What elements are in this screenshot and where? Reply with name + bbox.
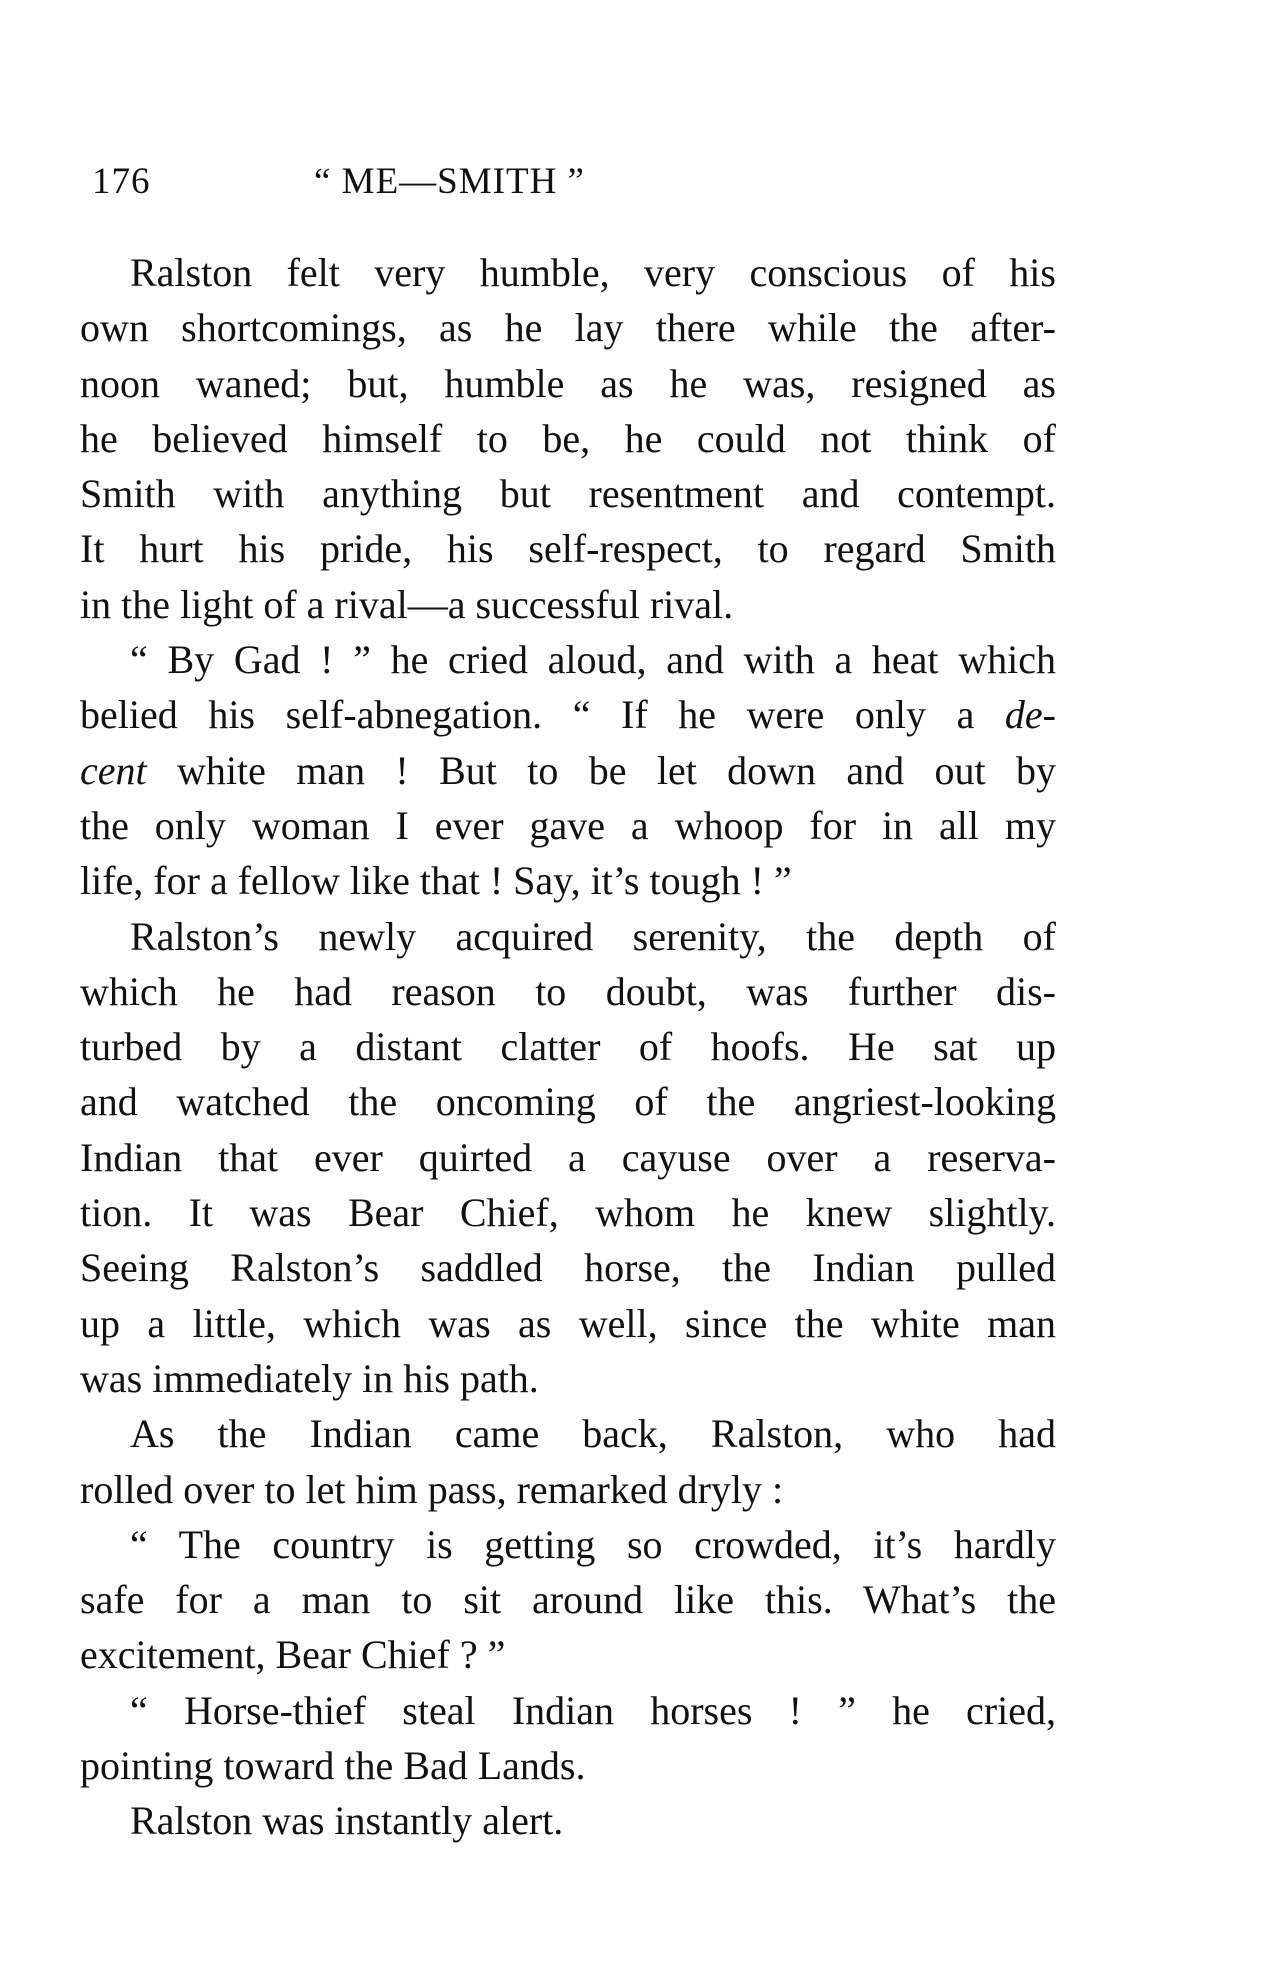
text-line — [80, 687, 1056, 742]
text-line: Ralston felt very humble, very conscious of his — [130, 250, 1056, 295]
text-line: the only woman I ever gave a whoop for in all my — [80, 802, 1056, 848]
text-segment: belied his self-abnegation. “ If he were only a — [80, 692, 1005, 738]
body-text — [80, 245, 1056, 1849]
text-line: noon waned; but, humble as he was, resigned as — [80, 360, 1056, 406]
text-line: “ The country is getting so crowded, it’s hardly — [130, 1521, 1056, 1567]
text-line: and watched the oncoming of the angriest-looking — [80, 1079, 1056, 1125]
text-line: tion. It was Bear Chief, whom he knew slightly. — [80, 1190, 1056, 1236]
italic-word: cent — [80, 747, 147, 793]
italic-word: de- — [1004, 692, 1056, 738]
running-title: “ ME—SMITH ” — [314, 161, 585, 202]
text-segment: white man ! But to be let down and out by — [146, 747, 1056, 793]
text-line: Ralston’s newly acquired serenity, the depth of — [130, 913, 1056, 959]
page-number: 176 — [92, 161, 151, 202]
text-line: in the light of a rival—a successful rival. — [80, 581, 734, 627]
running-head — [92, 158, 1072, 206]
text-line: Smith with anything but resentment and contempt. — [80, 471, 1056, 517]
text-line: own shortcomings, as he lay there while the after- — [80, 305, 1056, 351]
text-line: which he had reason to doubt, was further dis- — [80, 968, 1056, 1014]
text-line: “ By Gad ! ” he cried aloud, and with a heat which — [130, 637, 1056, 683]
text-line: Indian that ever quirted a cayuse over a reserva- — [80, 1134, 1056, 1180]
text-line: As the Indian came back, Ralston, who had — [130, 1411, 1056, 1457]
text-line: he believed himself to be, he could not think of — [80, 415, 1056, 461]
text-line — [80, 743, 1056, 798]
text-line: rolled over to let him pass, remarked dryly : — [80, 1466, 784, 1512]
text-line: Ralston was instantly alert. — [130, 1798, 564, 1844]
text-line: was immediately in his path. — [80, 1355, 539, 1401]
text-line: “ Horse-thief steal Indian horses ! ” he cried, — [130, 1687, 1056, 1733]
text-line: excitement, Bear Chief ? ” — [80, 1632, 506, 1678]
text-line: Seeing Ralston’s saddled horse, the Indian pulled — [80, 1245, 1056, 1291]
text-line: pointing toward the Bad Lands. — [80, 1743, 586, 1789]
text-line: up a little, which was as well, since the white man — [80, 1300, 1056, 1346]
text-line: It hurt his pride, his self-respect, to regard Smith — [80, 526, 1056, 572]
text-line: life, for a fellow like that ! Say, it’s tough ! ” — [80, 858, 792, 904]
text-line: safe for a man to sit around like this. What’s the — [80, 1577, 1056, 1623]
text-line: turbed by a distant clatter of hoofs. He sat up — [80, 1024, 1056, 1070]
